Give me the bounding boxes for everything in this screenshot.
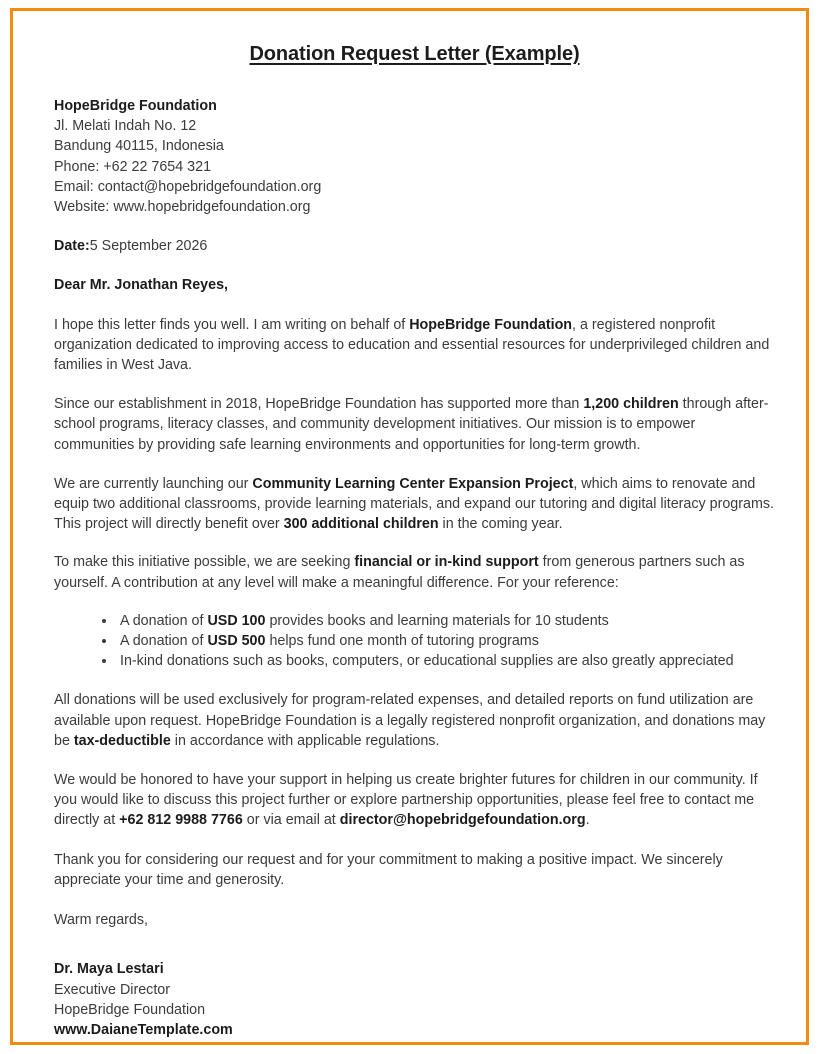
closing-line: Warm regards, <box>54 912 149 929</box>
paragraph-intro-bold-1: HopeBridge Foundation <box>409 316 573 333</box>
list-item-text-1: A donation of <box>120 612 208 629</box>
paragraph-history-text-2: through after-school programs, literacy classes, and community development initiatives. Our mission is to empower communities by providing safe learning environments and opportunities for long-term growth. <box>54 396 769 453</box>
paragraph-transparency <box>54 690 778 751</box>
list-item <box>102 631 778 651</box>
paragraph-contact-text-1: We would be honored to have your support in helping us create brighter futures for children in our community. If you would like to discuss this project further or explore partnership opportunities, please feel free to contact me directly at <box>54 772 758 829</box>
list-item-text-1: In-kind donations such as books, computers, or educational supplies are also greatly appreciated <box>120 653 734 670</box>
contact-email-address: director@hopebridgefoundation.org <box>339 812 586 829</box>
bullet-dot-icon <box>102 619 106 623</box>
bullet-dot-icon <box>102 659 106 663</box>
bullet-dot-icon <box>102 639 106 643</box>
list-item <box>102 651 778 671</box>
paragraph-intro-text-2: , a registered nonprofit organization dedicated to improving access to education and essential resources for underprivileged children and families in West Java. <box>54 316 770 374</box>
paragraph-intro-text-1: I hope this letter finds you well. I am writing on behalf of <box>54 316 410 333</box>
signature-role: Executive Director <box>54 981 171 998</box>
sender-city: Bandung 40115, Indonesia <box>54 138 224 155</box>
paragraph-contact-text-2: or via email at <box>242 812 340 829</box>
paragraph-project-bold-2: 300 additional children <box>283 516 439 533</box>
paragraph-project-text-1: We are currently launching our <box>54 475 253 492</box>
sender-address-block <box>54 96 778 217</box>
page-title: Donation Request Letter (Example) <box>249 43 580 65</box>
sender-website: Website: www.hopebridgefoundation.org <box>54 199 311 216</box>
date-value: 5 September 2026 <box>89 238 208 255</box>
letter-date <box>54 236 778 256</box>
paragraph-transparency-text-1: All donations will be used exclusively for program-related expenses, and detailed reports on fund utilization are available upon request. HopeBridge Foundation is a legally registered nonprofit organization, and donations may be <box>54 692 766 749</box>
paragraph-contact <box>54 770 778 831</box>
paragraph-project-text-2: , which aims to renovate and equip two additional classrooms, provide learning materials, and expand our tutoring and digital literacy programs. This project will directly benefit over <box>54 475 775 533</box>
paragraph-project-bold-1: Community Learning Center Expansion Project <box>252 475 574 492</box>
signature-name: Dr. Maya Lestari <box>54 961 164 978</box>
paragraph-thanks: Thank you for considering our request and for your commitment to making a positive impact. We sincerely appreciate your time and generosity. <box>54 851 723 888</box>
paragraph-history <box>54 394 778 455</box>
signature-website: www.DaianeTemplate.com <box>54 1021 233 1038</box>
document-border-frame <box>10 8 809 1045</box>
date-label: Date: <box>54 238 90 255</box>
list-item-text-2: helps fund one month of tutoring programs <box>265 633 539 650</box>
paragraph-request-text-1: To make this initiative possible, we are seeking <box>54 554 355 571</box>
salutation: Dear Mr. Jonathan Reyes, <box>54 277 229 294</box>
paragraph-project-text-3: in the coming year. <box>438 516 563 533</box>
sender-organization: HopeBridge Foundation <box>54 98 217 114</box>
signature-organization: HopeBridge Foundation <box>54 1001 206 1018</box>
paragraph-transparency-bold-1: tax-deductible <box>73 732 171 749</box>
list-item-bold-1: USD 500 <box>207 633 266 650</box>
signature-block <box>54 959 778 1040</box>
paragraph-contact-text-3: . <box>585 812 590 829</box>
donation-options-list <box>54 611 778 672</box>
sender-street: Jl. Melati Indah No. 12 <box>54 118 197 135</box>
list-item-bold-1: USD 100 <box>207 612 266 629</box>
paragraph-intro <box>54 315 778 376</box>
paragraph-transparency-text-2: in accordance with applicable regulations. <box>170 732 440 749</box>
paragraph-project <box>54 474 778 535</box>
contact-phone-number: +62 812 9988 7766 <box>119 812 243 829</box>
paragraph-history-text-1: Since our establishment in 2018, HopeBridge Foundation has supported more than <box>54 396 584 413</box>
paragraph-request-bold-1: financial or in-kind support <box>354 554 539 571</box>
list-item-text-2: provides books and learning materials for 10 students <box>265 612 609 629</box>
list-item-text-1: A donation of <box>120 633 208 650</box>
paragraph-request <box>54 552 778 592</box>
sender-phone: Phone: +62 22 7654 321 <box>54 158 212 175</box>
list-item <box>102 611 778 631</box>
letter-body <box>51 96 778 1040</box>
sender-email: Email: contact@hopebridgefoundation.org <box>54 178 322 195</box>
paragraph-request-text-2: from generous partners such as yourself. A contribution at any level will make a meaningful difference. For your reference: <box>54 554 745 591</box>
paragraph-history-bold-1: 1,200 children <box>583 396 679 413</box>
